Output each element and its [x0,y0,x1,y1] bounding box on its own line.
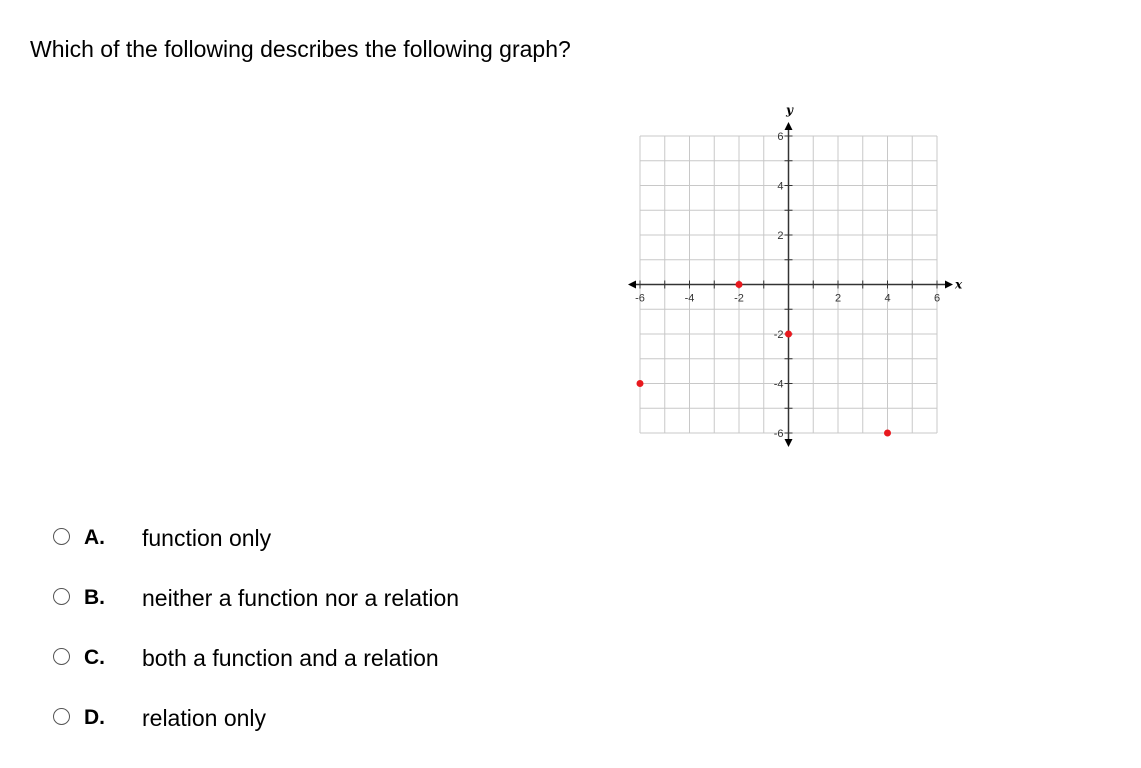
x-tick-label: 2 [834,292,842,305]
option-c[interactable] [52,642,652,702]
y-axis-down-arrow [785,439,793,447]
y-tick-label: 6 [777,131,784,143]
option-c-text: both a function and a relation [142,645,439,671]
radio-c[interactable] [53,648,70,665]
coordinate-graph [620,100,965,450]
option-a-letter: A. [84,526,105,549]
x-axis-left-arrow [628,281,636,289]
y-tick-label: -4 [773,378,784,391]
option-b-letter: B. [84,586,105,609]
x-tick-label: -6 [635,292,645,305]
x-tick-label: -2 [734,292,744,305]
y-tick-label: 2 [777,230,784,242]
y-tick-label: -2 [773,329,784,341]
x-tick-label: -4 [684,292,695,305]
option-c-letter: C. [84,646,105,669]
option-d-letter: D. [84,706,105,729]
x-axis-right-arrow [945,281,953,289]
data-point [736,281,743,288]
y-axis-name: y [786,103,793,117]
option-b[interactable] [52,582,652,642]
y-tick-label: -6 [773,428,784,440]
radio-b[interactable] [53,588,70,605]
option-a[interactable] [52,522,652,582]
x-tick-label: 6 [933,292,941,305]
y-tick-label: 4 [777,180,784,193]
data-point [884,430,891,437]
option-b-text: neither a function nor a relation [142,585,460,611]
data-point [785,331,792,338]
radio-a[interactable] [53,528,70,545]
radio-d[interactable] [53,708,70,725]
option-d-text: relation only [142,705,267,731]
y-axis-up-arrow [785,122,793,130]
x-tick-label: 4 [884,292,891,305]
tick-labels [635,103,963,440]
data-point [637,380,644,387]
question-text: Which of the following describes the following graph? [30,36,571,62]
option-a-text: function only [142,525,272,551]
x-axis-name: x [955,277,963,292]
option-d[interactable] [52,702,652,762]
answer-options [52,522,652,762]
axes [628,122,953,447]
